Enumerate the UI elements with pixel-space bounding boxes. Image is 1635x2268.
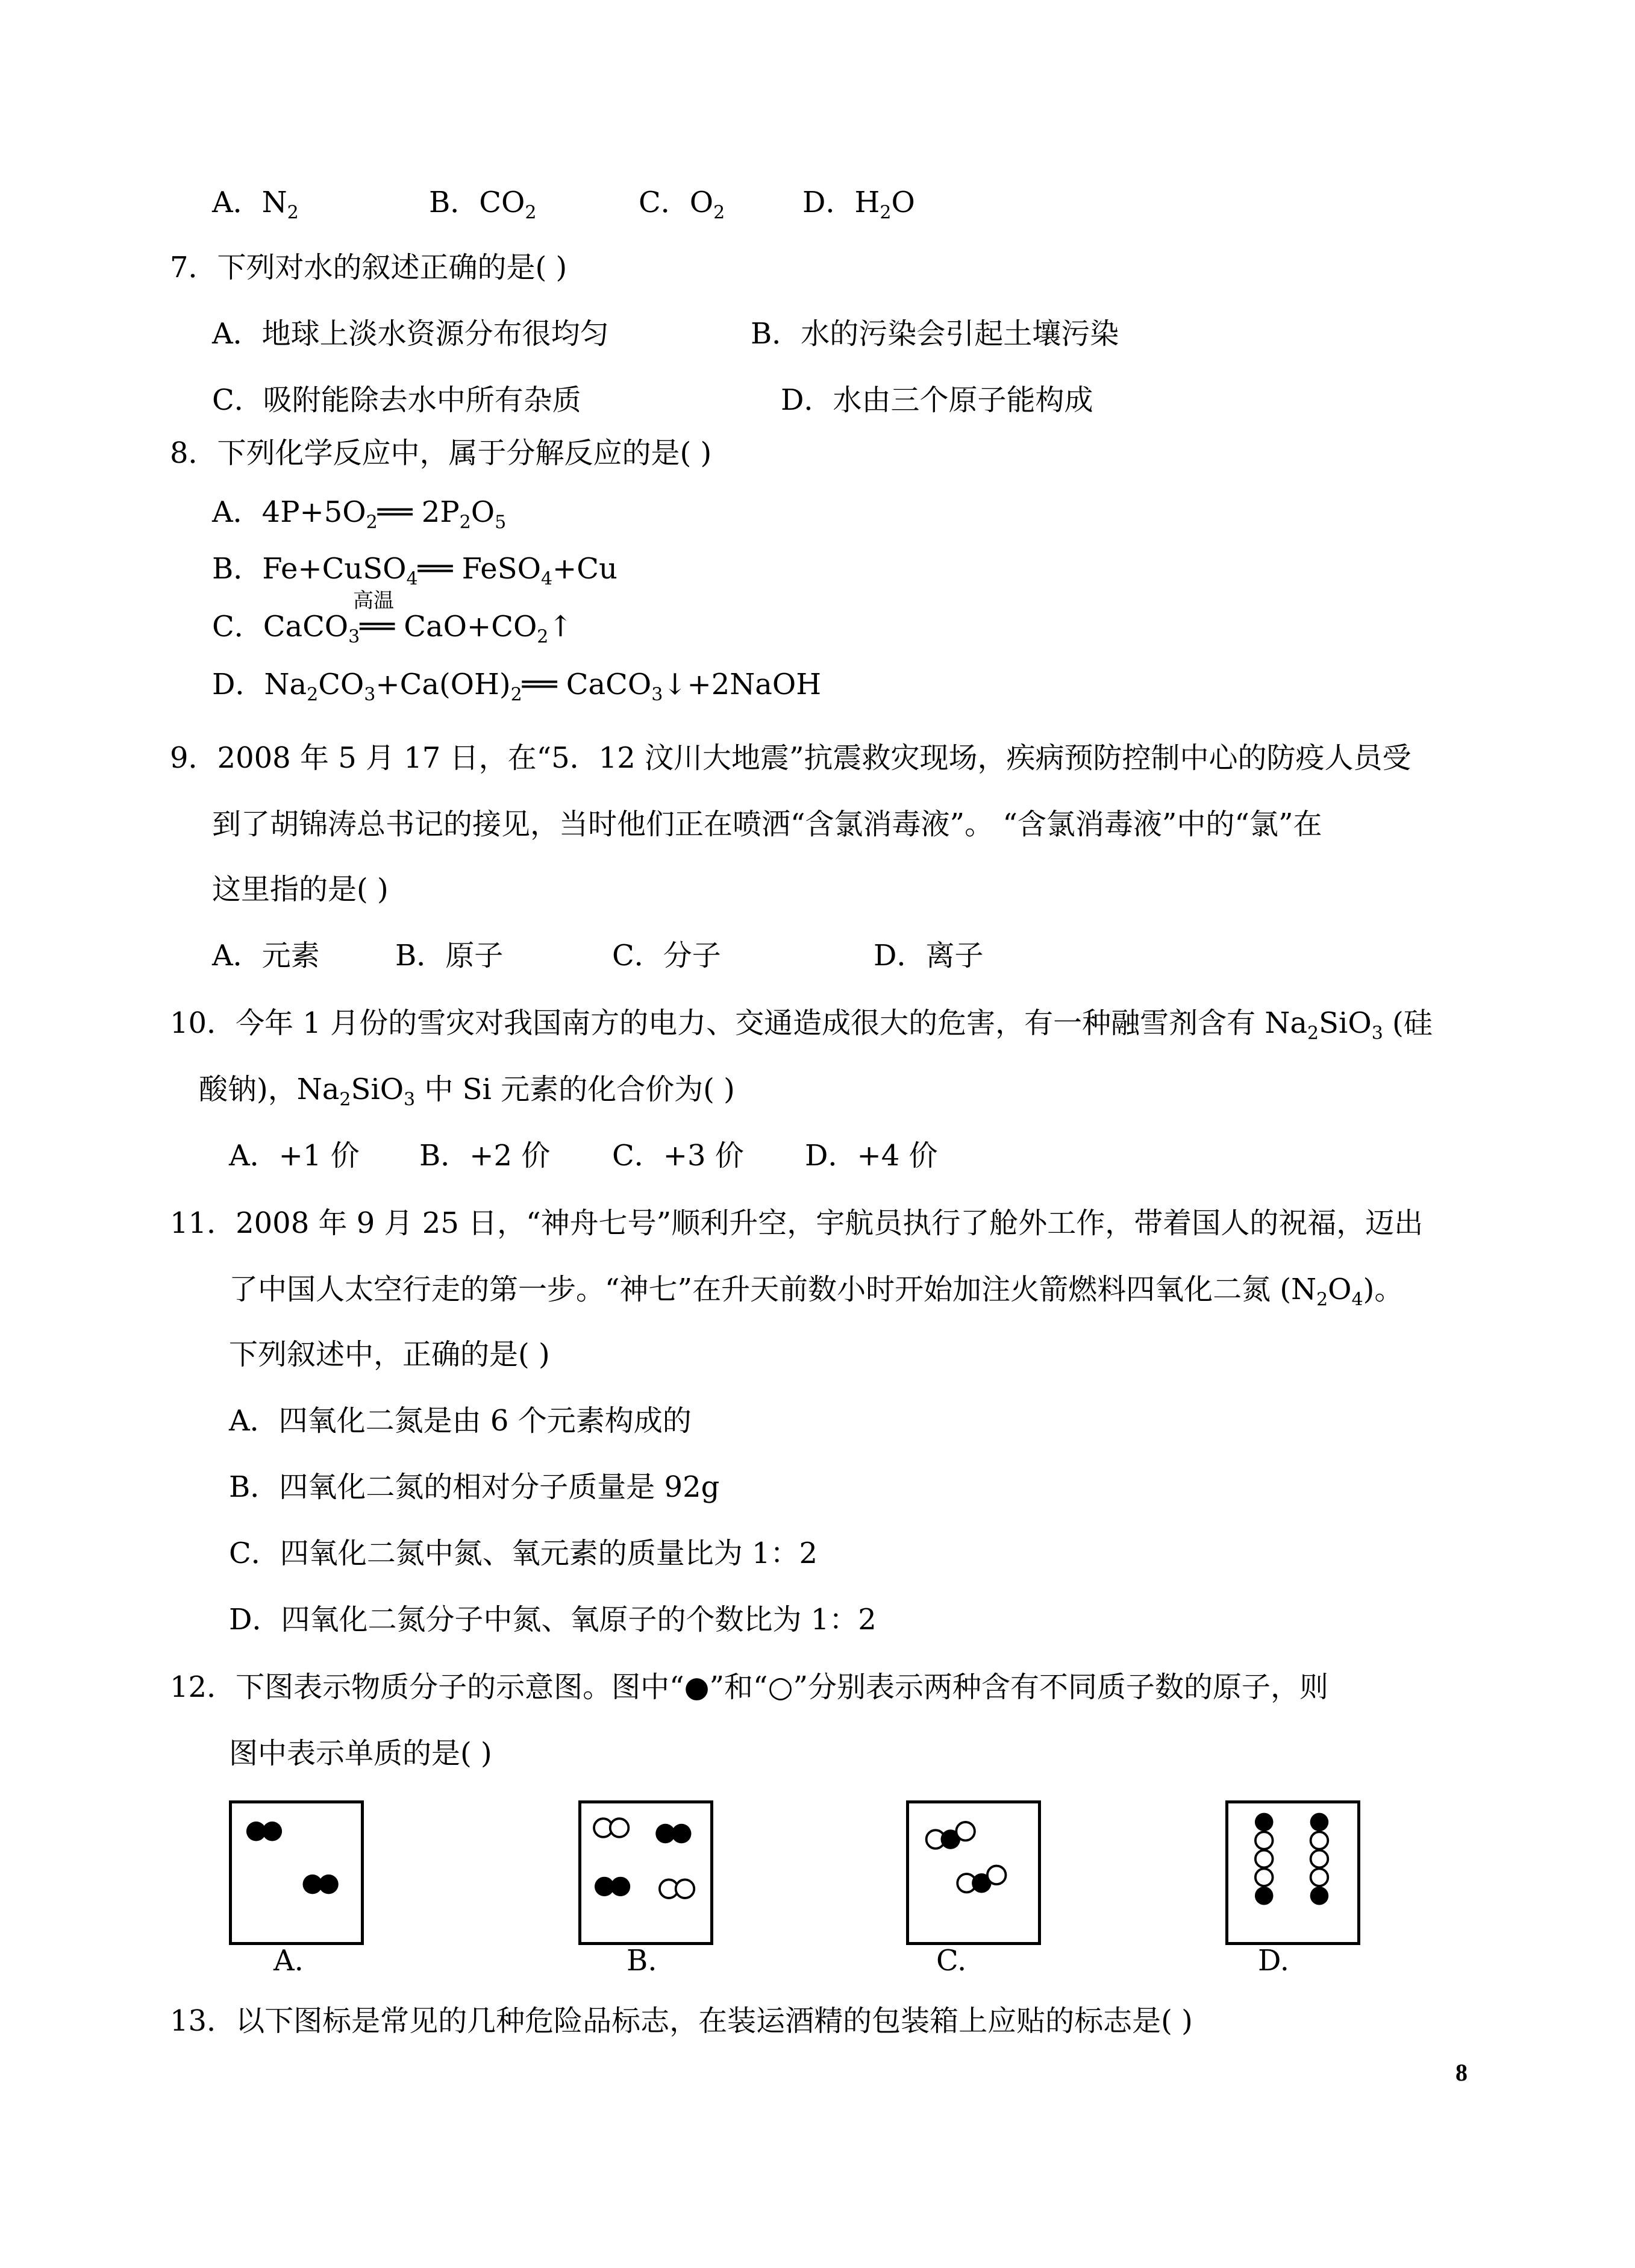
molecule-diagram-a-art: [232, 1803, 361, 1942]
q9-line3: 这里指的是( ): [212, 872, 389, 906]
q9-line1: 9．2008 年 5 月 17 日，在“5．12 汶川大地震”抗震救灾现场，疾病预防控制中心的防疫人员受: [170, 741, 1411, 775]
q11-line3: 下列叙述中，正确的是( ): [229, 1338, 550, 1371]
molecule-diagram-b-art: [581, 1803, 710, 1942]
figure-label-b: B.: [627, 1944, 657, 1978]
molecule-diagram-d-art: [1228, 1803, 1357, 1942]
q11-line2: 了中国人太空行走的第一步。“神七”在升天前数小时开始加注火箭燃料四氧化二氮 $(N_2O_4)$。: [229, 1273, 1404, 1311]
q9-option-d: D．离子: [874, 939, 984, 973]
q7-option-c: C．吸附能除去水中所有杂质: [212, 383, 581, 417]
figure-label-d: D.: [1258, 1944, 1290, 1978]
q11-line1: 11．2008 年 9 月 25 日，“神舟七号”顺利升空，宇航员执行了舱外工作，带着国人的祝福，迈出: [170, 1206, 1424, 1240]
q8-option-b: B．Fe+CuSO$_4$══ FeSO$_4$+Cu: [212, 552, 617, 590]
q9-option-c: C．分子: [612, 939, 721, 973]
molecule-diagram-b: [578, 1800, 713, 1945]
q8-stem: 8．下列化学反应中，属于分解反应的是( ): [170, 436, 712, 470]
q6-option-a: A．$N_2$: [212, 186, 299, 224]
q7-option-a: A．地球上淡水资源分布很均匀: [212, 317, 609, 351]
q12-line2: 图中表示单质的是( ): [229, 1737, 492, 1770]
molecule-diagram-d: [1225, 1800, 1360, 1945]
molecule-diagram-a: [229, 1800, 364, 1945]
q13-line1: 13．以下图标是常见的几种危险品标志，在装运酒精的包装箱上应贴的标志是( ): [170, 2004, 1193, 2038]
page-number: 8: [1455, 2059, 1468, 2086]
q10-line1: 10．今年 1 月份的雪灾对我国南方的电力、交通造成很大的危害，有一种融雪剂含有 $Na_2SiO_3$ (硅: [170, 1006, 1433, 1044]
q8-option-c: C．CaCO$_3$══ $CaO+CO_2↑$: [212, 610, 573, 648]
q11-option-d: D．四氧化二氮分子中氮、氧原子的个数比为 1：2: [229, 1603, 877, 1637]
q7-stem: 7．下列对水的叙述正确的是( ): [170, 251, 567, 284]
q6-option-b: B．$CO_2$: [429, 186, 537, 224]
q11-option-c: C．四氧化二氮中氮、氧元素的质量比为 1：2: [229, 1537, 818, 1570]
q9-line2: 到了胡锦涛总书记的接见，当时他们正在喷洒“含氯消毒液”。 “含氯消毒液”中的“氯”在: [212, 807, 1322, 841]
q11-option-a: A．四氧化二氮是由 6 个元素构成的: [229, 1404, 692, 1438]
q10-option-b: B．+2 价: [419, 1139, 551, 1173]
q6-option-d: D．$H_2O$: [802, 186, 915, 224]
molecule-diagram-c-art: [909, 1803, 1038, 1942]
q11-option-b: B．四氧化二氮的相对分子质量是 92g: [229, 1470, 720, 1504]
q7-option-d: D．水由三个原子能构成: [781, 383, 1093, 417]
q8-option-a: A．$4P+5O_2══$ $2P_2O_5$: [212, 495, 507, 533]
figure-label-c: C.: [936, 1944, 967, 1978]
q12-line1: 12．下图表示物质分子的示意图。图中“●”和“○”分别表示两种含有不同质子数的原子，则: [170, 1670, 1329, 1704]
q10-line2: 酸钠)，$Na_2SiO_3$ 中 Si 元素的化合价为( ): [199, 1073, 735, 1111]
q8-reaction-condition: 高温: [353, 589, 394, 613]
q9-option-b: B．原子: [395, 939, 504, 973]
q6-option-c: C．$O_2$: [639, 186, 725, 224]
q9-option-a: A．元素: [212, 939, 320, 973]
q8-option-d: D．$Na_2CO_3+Ca(OH)_2══$ CaCO$_3$↓+2NaOH: [212, 668, 822, 706]
q10-option-d: D．+4 价: [805, 1139, 938, 1173]
q10-option-c: C．+3 价: [612, 1139, 744, 1173]
molecule-diagram-c: [906, 1800, 1041, 1945]
q7-option-b: B．水的污染会引起土壤污染: [751, 317, 1119, 351]
q10-option-a: A．+1 价: [229, 1139, 360, 1173]
figure-label-a: A.: [274, 1944, 304, 1978]
